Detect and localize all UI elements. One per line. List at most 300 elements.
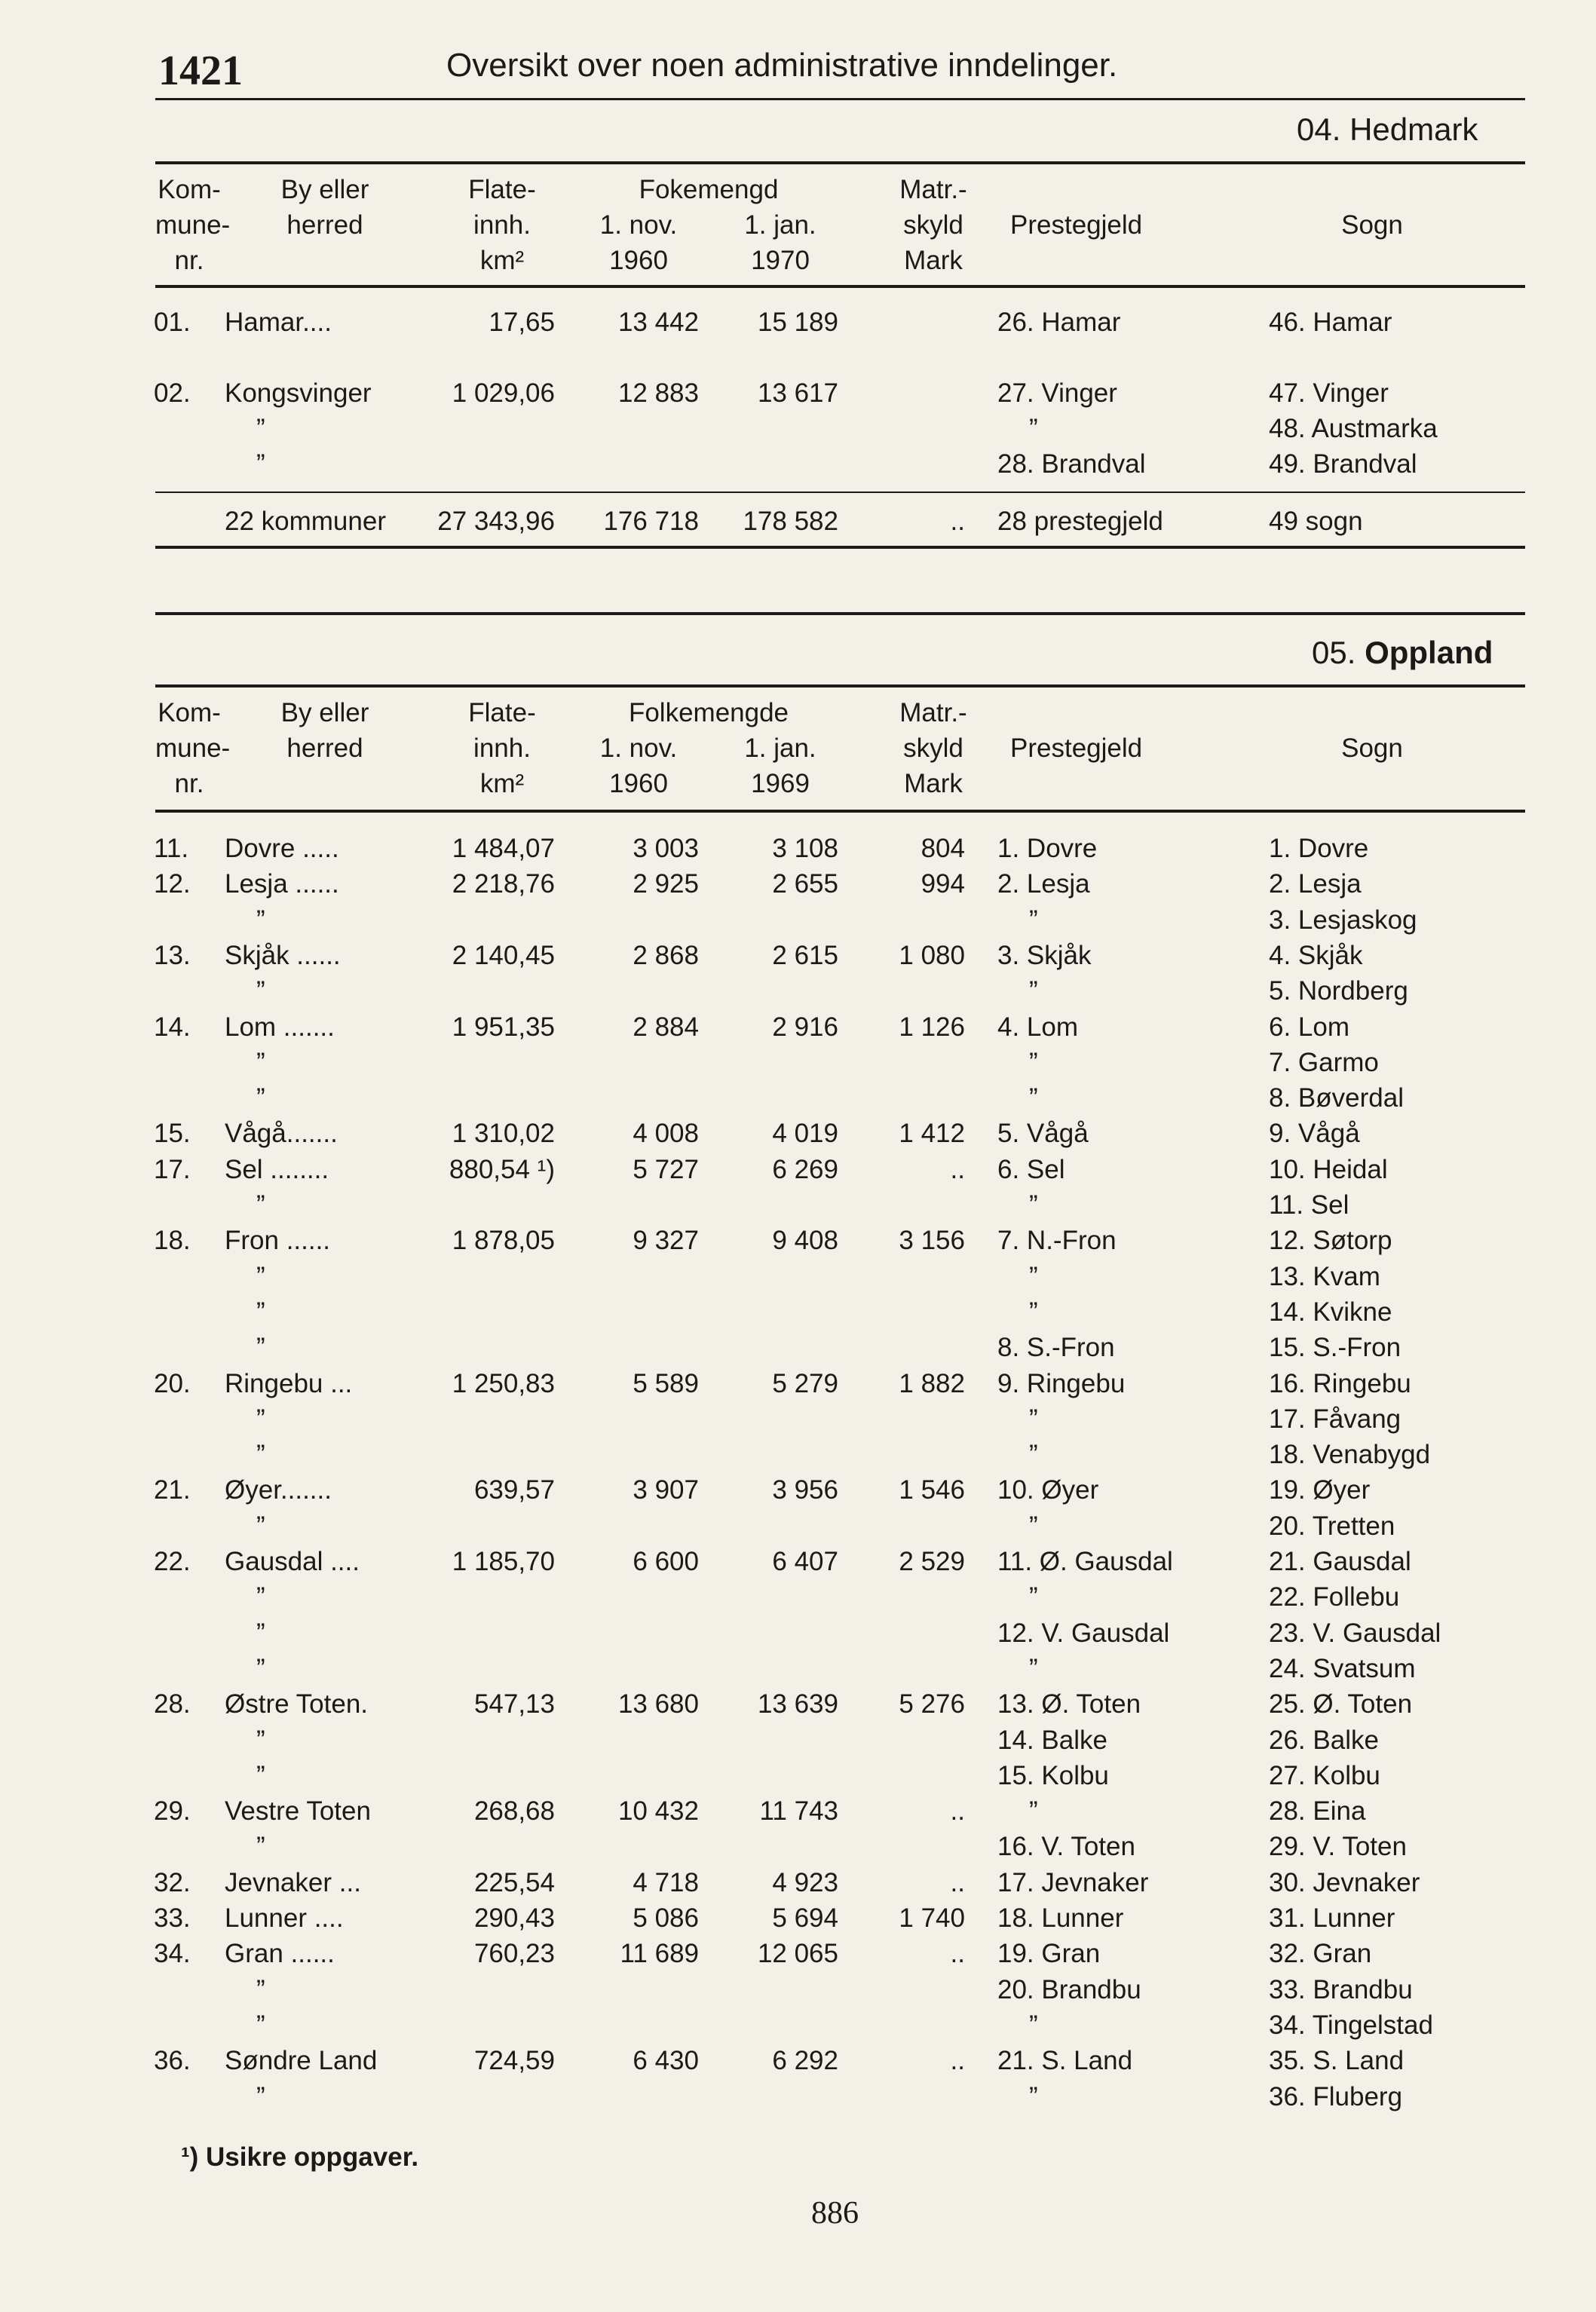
total-rule-top	[155, 491, 1525, 493]
col-header-folkemengde: Folkemengde	[628, 698, 789, 727]
prestegjeld: ”	[1029, 2010, 1038, 2040]
total-area: 27 343,96	[437, 507, 555, 536]
prestegjeld: ”	[1029, 1083, 1038, 1113]
table-row	[0, 2079, 1596, 2114]
prestegjeld: 13. Ø. Toten	[997, 1689, 1141, 1719]
kommune-nr: 14.	[154, 1012, 191, 1042]
sogn: 4. Skjåk	[1269, 940, 1363, 970]
table-row	[0, 1187, 1596, 1223]
col-header-matr: skyld	[903, 210, 963, 240]
col-header-by-eller-herred: herred	[286, 733, 363, 763]
footnote: ¹) Usikre oppgaver.	[181, 2142, 419, 2172]
by-eller-herred: ”	[256, 1582, 265, 1612]
table-row	[0, 1651, 1596, 1686]
flate-innh: 2 218,76	[452, 869, 555, 899]
page-number: 886	[811, 2196, 859, 2231]
flate-innh: 760,23	[473, 1939, 555, 1969]
matr-skyld: 1 740	[899, 1903, 965, 1933]
matr-skyld: ..	[950, 1939, 965, 1969]
sogn: 46. Hamar	[1269, 308, 1392, 337]
by-eller-herred: ”	[256, 414, 265, 443]
county-code: 04.	[1297, 112, 1341, 147]
col-header-pop-a: 1960	[609, 769, 668, 798]
table-row	[0, 1900, 1596, 1936]
table-row	[0, 1152, 1596, 1187]
prestegjeld: ”	[1029, 905, 1038, 935]
matr-skyld: 3 156	[899, 1226, 965, 1256]
sogn: 28. Eina	[1269, 1796, 1366, 1827]
sogn: 17. Fåvang	[1269, 1404, 1401, 1434]
folkemengde-b: 12 065	[757, 1939, 838, 1969]
folkemengde-b: 11 743	[759, 1796, 838, 1827]
col-header-by-eller-herred: By eller	[280, 698, 369, 727]
prestegjeld: 5. Vågå	[997, 1119, 1089, 1149]
table-row	[0, 1080, 1596, 1116]
by-eller-herred: Skjåk ......	[225, 940, 341, 970]
sogn: 35. S. Land	[1269, 2046, 1405, 2076]
col-header-kommune-nr: nr.	[174, 769, 204, 798]
folkemengde-a: 6 600	[633, 1547, 699, 1576]
section-divider	[155, 612, 1525, 615]
sogn: 31. Lunner	[1269, 1903, 1395, 1933]
by-eller-herred: ”	[256, 1404, 265, 1434]
table-row	[0, 1829, 1596, 1864]
sogn: 11. Sel	[1269, 1190, 1349, 1220]
prestegjeld: ”	[1029, 1653, 1038, 1683]
by-eller-herred: Søndre Land	[225, 2046, 378, 2076]
page-number-header: 1421	[158, 47, 243, 94]
total-rule-bottom	[155, 546, 1525, 549]
sogn: 33. Brandbu	[1269, 1974, 1413, 2004]
by-eller-herred: Kongsvinger	[225, 378, 372, 408]
table-row	[0, 1472, 1596, 1508]
table-row	[0, 1865, 1596, 1900]
prestegjeld: 16. V. Toten	[997, 1832, 1135, 1862]
table-row	[0, 411, 1596, 446]
table-row	[0, 866, 1596, 902]
matr-skyld: ..	[950, 1154, 965, 1184]
folkemengde-a: 5 589	[633, 1368, 699, 1398]
by-eller-herred: Sel ........	[225, 1154, 329, 1184]
folkemengde-b: 6 407	[772, 1547, 838, 1576]
sogn: 19. Øyer	[1269, 1475, 1371, 1505]
table-row	[0, 1723, 1596, 1758]
table-row	[0, 902, 1596, 938]
sogn: 26. Balke	[1269, 1725, 1379, 1755]
col-header-sogn: Sogn	[1341, 733, 1403, 763]
folkemengde-b: 2 655	[772, 869, 838, 899]
col-header-pop-a: 1960	[609, 246, 668, 275]
folkemengde-b: 13 639	[757, 1689, 838, 1719]
kommune-nr: 02.	[154, 378, 191, 408]
table-row	[0, 1579, 1596, 1615]
county-name: Hedmark	[1349, 112, 1478, 147]
by-eller-herred: ”	[256, 1832, 265, 1862]
folkemengde-b: 2 916	[772, 1012, 838, 1042]
table-row	[0, 1615, 1596, 1651]
folkemengde-a: 3 907	[633, 1475, 699, 1505]
kommune-nr: 29.	[154, 1796, 191, 1827]
prestegjeld: 27. Vinger	[997, 378, 1117, 408]
kommune-nr: 12.	[154, 869, 191, 899]
prestegjeld: 2. Lesja	[997, 869, 1090, 899]
prestegjeld: 26. Hamar	[997, 308, 1121, 337]
sogn: 18. Venabygd	[1269, 1440, 1431, 1470]
table-row	[0, 1508, 1596, 1544]
prestegjeld: 9. Ringebu	[997, 1368, 1126, 1398]
folkemengde-b: 5 694	[772, 1903, 838, 1933]
table-row	[0, 375, 1596, 411]
table-row	[0, 1437, 1596, 1472]
table-row	[0, 1366, 1596, 1401]
col-header-pop-b: 1. jan.	[744, 733, 816, 763]
kommune-nr: 21.	[154, 1475, 191, 1505]
by-eller-herred: Vågå.......	[225, 1119, 338, 1149]
prestegjeld: ”	[1029, 414, 1038, 443]
by-eller-herred: ”	[256, 2081, 265, 2111]
by-eller-herred: ”	[256, 1083, 265, 1113]
by-eller-herred: ”	[256, 1261, 265, 1291]
sogn: 15. S.-Fron	[1269, 1333, 1401, 1363]
sogn: 48. Austmarka	[1269, 414, 1438, 443]
total-pop-1970: 178 582	[743, 507, 838, 536]
folkemengde-b: 2 615	[772, 940, 838, 970]
total-row	[0, 504, 1596, 539]
sogn: 14. Kvikne	[1269, 1297, 1392, 1327]
table-row	[0, 305, 1596, 340]
flate-innh: 639,57	[473, 1475, 555, 1505]
folkemengde-a: 10 432	[617, 1796, 699, 1827]
by-eller-herred: Øyer.......	[225, 1475, 332, 1505]
sogn: 7. Garmo	[1269, 1047, 1379, 1077]
folkemengde-b: 4 019	[772, 1119, 838, 1149]
prestegjeld: ”	[1029, 1261, 1038, 1291]
prestegjeld: 8. S.-Fron	[997, 1333, 1115, 1363]
table-row	[0, 1686, 1596, 1722]
matr-skyld: 1 412	[899, 1119, 965, 1149]
flate-innh: 1 185,70	[452, 1547, 555, 1576]
col-header-flate: Flate-	[468, 175, 536, 204]
by-eller-herred: ”	[256, 1511, 265, 1541]
kommune-nr: 32.	[154, 1867, 191, 1897]
by-eller-herred: ”	[256, 2010, 265, 2040]
prestegjeld: 20. Brandbu	[997, 1974, 1141, 2004]
prestegjeld: ”	[1029, 1404, 1038, 1434]
col-header-pop-b: 1970	[751, 246, 810, 275]
col-header-sogn: Sogn	[1341, 210, 1403, 240]
folkemengde-b: 3 108	[772, 834, 838, 863]
by-eller-herred: ”	[256, 1653, 265, 1683]
by-eller-herred: Gausdal ....	[225, 1547, 360, 1576]
by-eller-herred: ”	[256, 1190, 265, 1220]
flate-innh: 1 029,06	[452, 378, 555, 408]
sogn: 27. Kolbu	[1269, 1760, 1380, 1790]
by-eller-herred: Ringebu ...	[225, 1368, 353, 1398]
col-header-flate: km²	[479, 246, 525, 275]
prestegjeld: ”	[1029, 976, 1038, 1006]
folkemengde-b: 6 292	[772, 2046, 838, 2076]
sogn: 9. Vågå	[1269, 1119, 1360, 1149]
folkemengde-a: 11 689	[620, 1939, 699, 1969]
prestegjeld: ”	[1029, 1796, 1038, 1827]
folkemengde-a: 5 727	[633, 1154, 699, 1184]
table-top-rule	[155, 684, 1525, 687]
kommune-nr: 20.	[154, 1368, 191, 1398]
page-title: Oversikt over noen administrative inndelinger.	[446, 47, 1118, 84]
matr-skyld: 2 529	[899, 1547, 965, 1576]
by-eller-herred: ”	[256, 1760, 265, 1790]
kommune-nr: 01.	[154, 308, 191, 337]
prestegjeld: 17. Jevnaker	[997, 1867, 1149, 1897]
table-row	[0, 2007, 1596, 2043]
flate-innh: 1 484,07	[452, 834, 555, 863]
sogn: 25. Ø. Toten	[1269, 1689, 1413, 1719]
sogn: 21. Gausdal	[1269, 1547, 1411, 1576]
header-rule	[155, 98, 1525, 100]
folkemengde-a: 4 718	[633, 1867, 699, 1897]
sogn: 47. Vinger	[1269, 378, 1389, 408]
sogn: 10. Heidal	[1269, 1154, 1388, 1184]
prestegjeld: 1. Dovre	[997, 834, 1098, 863]
sogn: 13. Kvam	[1269, 1261, 1380, 1291]
col-header-folkemengde: Fokemengd	[639, 175, 779, 204]
col-header-prestegjeld: Prestegjeld	[1010, 733, 1143, 763]
kommune-nr: 15.	[154, 1119, 191, 1149]
total-prestegjeld: 28 prestegjeld	[997, 507, 1163, 536]
col-header-pop-b: 1969	[751, 769, 810, 798]
table-row	[0, 1758, 1596, 1793]
folkemengde-a: 6 430	[633, 2046, 699, 2076]
col-header-prestegjeld: Prestegjeld	[1010, 210, 1143, 240]
matr-skyld: 1 126	[899, 1012, 965, 1042]
col-header-matr: Mark	[904, 246, 963, 275]
flate-innh: 290,43	[473, 1903, 555, 1933]
by-eller-herred: Gran ......	[225, 1939, 335, 1969]
col-header-flate: innh.	[473, 210, 531, 240]
table-top-rule	[155, 161, 1525, 164]
col-header-kommune-nr: nr.	[174, 246, 204, 275]
table-row	[0, 1793, 1596, 1829]
prestegjeld: ”	[1029, 1297, 1038, 1327]
folkemengde-a: 2 925	[633, 869, 699, 899]
matr-skyld: 1 882	[899, 1368, 965, 1398]
total-sogn: 49 sogn	[1269, 507, 1363, 536]
kommune-nr: 36.	[154, 2046, 191, 2076]
matr-skyld: 994	[921, 869, 965, 899]
by-eller-herred: Lom .......	[225, 1012, 335, 1042]
prestegjeld: 12. V. Gausdal	[997, 1618, 1170, 1648]
prestegjeld: 6. Sel	[997, 1154, 1065, 1184]
folkemengde-a: 2 884	[633, 1012, 699, 1042]
by-eller-herred: ”	[256, 976, 265, 1006]
prestegjeld: 19. Gran	[997, 1939, 1101, 1969]
total-pop-1960: 176 718	[603, 507, 699, 536]
by-eller-herred: Lesja ......	[225, 869, 339, 899]
table-row	[0, 1401, 1596, 1437]
table-row	[0, 973, 1596, 1009]
col-header-by-eller-herred: herred	[286, 210, 363, 240]
col-header-flate: innh.	[473, 733, 531, 763]
flate-innh: 2 140,45	[452, 940, 555, 970]
folkemengde-a: 2 868	[633, 940, 699, 970]
folkemengde-b: 9 408	[772, 1226, 838, 1256]
matr-skyld: ..	[950, 1867, 965, 1897]
by-eller-herred: Lunner ....	[225, 1903, 344, 1933]
matr-skyld: ..	[950, 1796, 965, 1827]
sogn: 6. Lom	[1269, 1012, 1349, 1042]
by-eller-herred: Dovre .....	[225, 834, 339, 863]
prestegjeld: 18. Lunner	[997, 1903, 1124, 1933]
flate-innh: 547,13	[473, 1689, 555, 1719]
flate-innh: 268,68	[473, 1796, 555, 1827]
prestegjeld: 14. Balke	[997, 1725, 1107, 1755]
flate-innh: 225,54	[473, 1867, 555, 1897]
folkemengde-b: 5 279	[772, 1368, 838, 1398]
flate-innh: 1 250,83	[452, 1368, 555, 1398]
sogn: 2. Lesja	[1269, 869, 1362, 899]
total-name: 22 kommuner	[225, 507, 386, 536]
table-row	[0, 938, 1596, 973]
by-eller-herred: ”	[256, 449, 265, 479]
sogn: 32. Gran	[1269, 1939, 1372, 1969]
flate-innh: 17,65	[489, 308, 555, 337]
col-header-kommune-nr: mune-	[155, 733, 231, 763]
table-row	[0, 1045, 1596, 1080]
col-header-matr: Matr.-	[899, 698, 967, 727]
col-header-flate: Flate-	[468, 698, 536, 727]
flate-innh: 1 310,02	[452, 1119, 555, 1149]
folkemengde-a: 4 008	[633, 1119, 699, 1149]
prestegjeld: 11. Ø. Gausdal	[997, 1547, 1173, 1576]
kommune-nr: 17.	[154, 1154, 191, 1184]
prestegjeld: ”	[1029, 1582, 1038, 1612]
col-header-matr: Matr.-	[899, 175, 967, 204]
prestegjeld: 7. N.-Fron	[997, 1226, 1117, 1256]
column-header-rule	[155, 810, 1525, 813]
matr-skyld: 804	[921, 834, 965, 863]
prestegjeld: 21. S. Land	[997, 2046, 1133, 2076]
table-row	[0, 1972, 1596, 2007]
table-row	[0, 446, 1596, 482]
table-row	[0, 1259, 1596, 1294]
folkemengde-a: 9 327	[633, 1226, 699, 1256]
sogn: 24. Svatsum	[1269, 1653, 1416, 1683]
by-eller-herred: Vestre Toten	[225, 1796, 371, 1827]
county-code: 05.	[1312, 635, 1356, 670]
folkemengde-a: 13 442	[617, 308, 699, 337]
sogn: 34. Tingelstad	[1269, 2010, 1433, 2040]
prestegjeld: 28. Brandval	[997, 449, 1146, 479]
by-eller-herred: ”	[256, 1297, 265, 1327]
by-eller-herred: Hamar....	[225, 308, 332, 337]
by-eller-herred: ”	[256, 1618, 265, 1648]
sogn: 30. Jevnaker	[1269, 1867, 1420, 1897]
sogn: 12. Søtorp	[1269, 1226, 1392, 1256]
kommune-nr: 11.	[154, 834, 189, 863]
table-row	[0, 1116, 1596, 1151]
folkemengde-b: 15 189	[757, 308, 838, 337]
by-eller-herred: ”	[256, 1047, 265, 1077]
county-name: Oppland	[1365, 635, 1493, 670]
sogn: 8. Bøverdal	[1269, 1083, 1404, 1113]
by-eller-herred: ”	[256, 1974, 265, 2004]
kommune-nr: 33.	[154, 1903, 191, 1933]
table-row	[0, 1330, 1596, 1365]
prestegjeld: ”	[1029, 2081, 1038, 2111]
col-header-pop-a: 1. nov.	[599, 210, 678, 240]
col-header-flate: km²	[479, 769, 525, 798]
table-row	[0, 1936, 1596, 1971]
table-row	[0, 1223, 1596, 1258]
sogn: 20. Tretten	[1269, 1511, 1395, 1541]
prestegjeld: 15. Kolbu	[997, 1760, 1109, 1790]
flate-innh: 1 878,05	[452, 1226, 555, 1256]
by-eller-herred: ”	[256, 1725, 265, 1755]
col-header-by-eller-herred: By eller	[280, 175, 369, 204]
col-header-kommune-nr: Kom-	[158, 698, 221, 727]
table-row	[0, 2043, 1596, 2078]
folkemengde-a: 3 003	[633, 834, 699, 863]
matr-skyld: 1 546	[899, 1475, 965, 1505]
folkemengde-b: 4 923	[772, 1867, 838, 1897]
table-row	[0, 1009, 1596, 1045]
prestegjeld: ”	[1029, 1511, 1038, 1541]
matr-skyld: 1 080	[899, 940, 965, 970]
col-header-matr: skyld	[903, 733, 963, 763]
table-row	[0, 1294, 1596, 1330]
column-header-rule	[155, 285, 1525, 288]
by-eller-herred: Jevnaker ...	[225, 1867, 361, 1897]
by-eller-herred: Fron ......	[225, 1226, 331, 1256]
folkemengde-b: 3 956	[772, 1475, 838, 1505]
table-row	[0, 1544, 1596, 1579]
prestegjeld: 4. Lom	[997, 1012, 1078, 1042]
matr-skyld: 5 276	[899, 1689, 965, 1719]
sogn: 23. V. Gausdal	[1269, 1618, 1441, 1648]
by-eller-herred: ”	[256, 1333, 265, 1363]
folkemengde-a: 5 086	[633, 1903, 699, 1933]
prestegjeld: ”	[1029, 1047, 1038, 1077]
by-eller-herred: ”	[256, 905, 265, 935]
kommune-nr: 28.	[154, 1689, 191, 1719]
col-header-pop-a: 1. nov.	[599, 733, 678, 763]
folkemengde-b: 6 269	[772, 1154, 838, 1184]
prestegjeld: 3. Skjåk	[997, 940, 1092, 970]
flate-innh: 880,54 ¹)	[449, 1154, 555, 1184]
prestegjeld: ”	[1029, 1190, 1038, 1220]
sogn: 5. Nordberg	[1269, 976, 1408, 1006]
kommune-nr: 13.	[154, 940, 191, 970]
matr-skyld: ..	[950, 2046, 965, 2076]
flate-innh: 1 951,35	[452, 1012, 555, 1042]
col-header-kommune-nr: mune-	[155, 210, 231, 240]
county-heading-oppland	[1312, 635, 1493, 671]
sogn: 16. Ringebu	[1269, 1368, 1411, 1398]
sogn: 1. Dovre	[1269, 834, 1369, 863]
folkemengde-a: 13 680	[617, 1689, 699, 1719]
col-header-pop-b: 1. jan.	[744, 210, 816, 240]
table-row	[0, 831, 1596, 866]
folkemengde-b: 13 617	[757, 378, 838, 408]
sogn: 22. Follebu	[1269, 1582, 1400, 1612]
kommune-nr: 18.	[154, 1226, 191, 1256]
by-eller-herred: ”	[256, 1440, 265, 1470]
col-header-matr: Mark	[904, 769, 963, 798]
kommune-nr: 34.	[154, 1939, 191, 1969]
sogn: 3. Lesjaskog	[1269, 905, 1417, 935]
total-matr: ..	[950, 507, 965, 536]
sogn: 36. Fluberg	[1269, 2081, 1403, 2111]
